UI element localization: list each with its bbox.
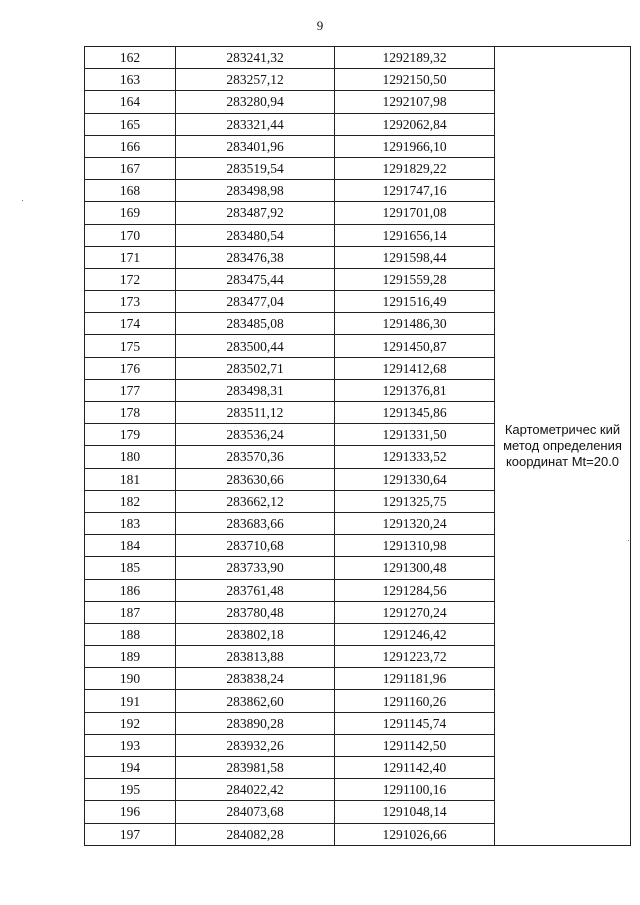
- point-number-cell: 176: [85, 357, 176, 379]
- y-coordinate-cell: 1291345,86: [335, 402, 495, 424]
- method-note-cell: Картометричес кий метод определения координат Mt=20.0: [495, 47, 631, 846]
- y-coordinate-cell: 1291330,64: [335, 468, 495, 490]
- point-number-cell: 183: [85, 512, 176, 534]
- point-number-cell: 162: [85, 47, 176, 69]
- point-number-cell: 189: [85, 646, 176, 668]
- point-number-cell: 188: [85, 623, 176, 645]
- point-number-cell: 181: [85, 468, 176, 490]
- x-coordinate-cell: 283502,71: [176, 357, 335, 379]
- point-number-cell: 185: [85, 557, 176, 579]
- point-number-cell: 168: [85, 180, 176, 202]
- x-coordinate-cell: 283570,36: [176, 446, 335, 468]
- x-coordinate-cell: 283257,12: [176, 69, 335, 91]
- x-coordinate-cell: 283536,24: [176, 424, 335, 446]
- y-coordinate-cell: 1291376,81: [335, 379, 495, 401]
- table-row: [85, 47, 631, 69]
- x-coordinate-cell: 284082,28: [176, 823, 335, 845]
- x-coordinate-cell: 283838,24: [176, 668, 335, 690]
- y-coordinate-cell: 1291142,40: [335, 757, 495, 779]
- y-coordinate-cell: 1291486,30: [335, 313, 495, 335]
- x-coordinate-cell: 283662,12: [176, 490, 335, 512]
- y-coordinate-cell: 1291412,68: [335, 357, 495, 379]
- point-number-cell: 186: [85, 579, 176, 601]
- y-coordinate-cell: 1291656,14: [335, 224, 495, 246]
- point-number-cell: 195: [85, 779, 176, 801]
- x-coordinate-cell: 284022,42: [176, 779, 335, 801]
- point-number-cell: 192: [85, 712, 176, 734]
- point-number-cell: 191: [85, 690, 176, 712]
- x-coordinate-cell: 284073,68: [176, 801, 335, 823]
- y-coordinate-cell: 1291181,96: [335, 668, 495, 690]
- x-coordinate-cell: 283802,18: [176, 623, 335, 645]
- point-number-cell: 177: [85, 379, 176, 401]
- x-coordinate-cell: 283498,31: [176, 379, 335, 401]
- point-number-cell: 173: [85, 291, 176, 313]
- point-number-cell: 171: [85, 246, 176, 268]
- y-coordinate-cell: 1291270,24: [335, 601, 495, 623]
- point-number-cell: 182: [85, 490, 176, 512]
- y-coordinate-cell: 1291516,49: [335, 291, 495, 313]
- point-number-cell: 187: [85, 601, 176, 623]
- y-coordinate-cell: 1291559,28: [335, 268, 495, 290]
- x-coordinate-cell: 283683,66: [176, 512, 335, 534]
- x-coordinate-cell: 283932,26: [176, 734, 335, 756]
- x-coordinate-cell: 283890,28: [176, 712, 335, 734]
- x-coordinate-cell: 283241,32: [176, 47, 335, 69]
- x-coordinate-cell: 283476,38: [176, 246, 335, 268]
- point-number-cell: 164: [85, 91, 176, 113]
- x-coordinate-cell: 283487,92: [176, 202, 335, 224]
- x-coordinate-cell: 283280,94: [176, 91, 335, 113]
- point-number-cell: 197: [85, 823, 176, 845]
- scan-speck: [22, 200, 23, 201]
- y-coordinate-cell: 1291966,10: [335, 135, 495, 157]
- y-coordinate-cell: 1291331,50: [335, 424, 495, 446]
- x-coordinate-cell: 283321,44: [176, 113, 335, 135]
- x-coordinate-cell: 283813,88: [176, 646, 335, 668]
- y-coordinate-cell: 1291026,66: [335, 823, 495, 845]
- point-number-cell: 170: [85, 224, 176, 246]
- point-number-cell: 175: [85, 335, 176, 357]
- x-coordinate-cell: 283477,04: [176, 291, 335, 313]
- point-number-cell: 166: [85, 135, 176, 157]
- y-coordinate-cell: 1291223,72: [335, 646, 495, 668]
- point-number-cell: 169: [85, 202, 176, 224]
- y-coordinate-cell: 1291450,87: [335, 335, 495, 357]
- point-number-cell: 174: [85, 313, 176, 335]
- y-coordinate-cell: 1291100,16: [335, 779, 495, 801]
- point-number-cell: 196: [85, 801, 176, 823]
- y-coordinate-cell: 1291145,74: [335, 712, 495, 734]
- point-number-cell: 163: [85, 69, 176, 91]
- x-coordinate-cell: 283630,66: [176, 468, 335, 490]
- y-coordinate-cell: 1291320,24: [335, 512, 495, 534]
- point-number-cell: 193: [85, 734, 176, 756]
- y-coordinate-cell: 1291325,75: [335, 490, 495, 512]
- y-coordinate-cell: 1291048,14: [335, 801, 495, 823]
- y-coordinate-cell: 1292150,50: [335, 69, 495, 91]
- y-coordinate-cell: 1291300,48: [335, 557, 495, 579]
- y-coordinate-cell: 1291246,42: [335, 623, 495, 645]
- y-coordinate-cell: 1292062,84: [335, 113, 495, 135]
- y-coordinate-cell: 1291747,16: [335, 180, 495, 202]
- x-coordinate-cell: 283761,48: [176, 579, 335, 601]
- point-number-cell: 178: [85, 402, 176, 424]
- y-coordinate-cell: 1291333,52: [335, 446, 495, 468]
- y-coordinate-cell: 1291160,26: [335, 690, 495, 712]
- point-number-cell: 179: [85, 424, 176, 446]
- y-coordinate-cell: 1291829,22: [335, 157, 495, 179]
- x-coordinate-cell: 283780,48: [176, 601, 335, 623]
- coordinates-table-body: [85, 47, 631, 846]
- y-coordinate-cell: 1292189,32: [335, 47, 495, 69]
- x-coordinate-cell: 283981,58: [176, 757, 335, 779]
- y-coordinate-cell: 1291598,44: [335, 246, 495, 268]
- x-coordinate-cell: 283401,96: [176, 135, 335, 157]
- x-coordinate-cell: 283500,44: [176, 335, 335, 357]
- point-number-cell: 165: [85, 113, 176, 135]
- x-coordinate-cell: 283475,44: [176, 268, 335, 290]
- y-coordinate-cell: 1291310,98: [335, 535, 495, 557]
- x-coordinate-cell: 283498,98: [176, 180, 335, 202]
- y-coordinate-cell: 1291284,56: [335, 579, 495, 601]
- point-number-cell: 194: [85, 757, 176, 779]
- x-coordinate-cell: 283710,68: [176, 535, 335, 557]
- x-coordinate-cell: 283862,60: [176, 690, 335, 712]
- x-coordinate-cell: 283519,54: [176, 157, 335, 179]
- point-number-cell: 190: [85, 668, 176, 690]
- point-number-cell: 172: [85, 268, 176, 290]
- point-number-cell: 180: [85, 446, 176, 468]
- y-coordinate-cell: 1291142,50: [335, 734, 495, 756]
- coordinates-table: [84, 46, 631, 846]
- y-coordinate-cell: 1291701,08: [335, 202, 495, 224]
- page-number: 9: [316, 18, 324, 33]
- x-coordinate-cell: 283485,08: [176, 313, 335, 335]
- x-coordinate-cell: 283511,12: [176, 402, 335, 424]
- x-coordinate-cell: 283480,54: [176, 224, 335, 246]
- point-number-cell: 167: [85, 157, 176, 179]
- y-coordinate-cell: 1292107,98: [335, 91, 495, 113]
- x-coordinate-cell: 283733,90: [176, 557, 335, 579]
- point-number-cell: 184: [85, 535, 176, 557]
